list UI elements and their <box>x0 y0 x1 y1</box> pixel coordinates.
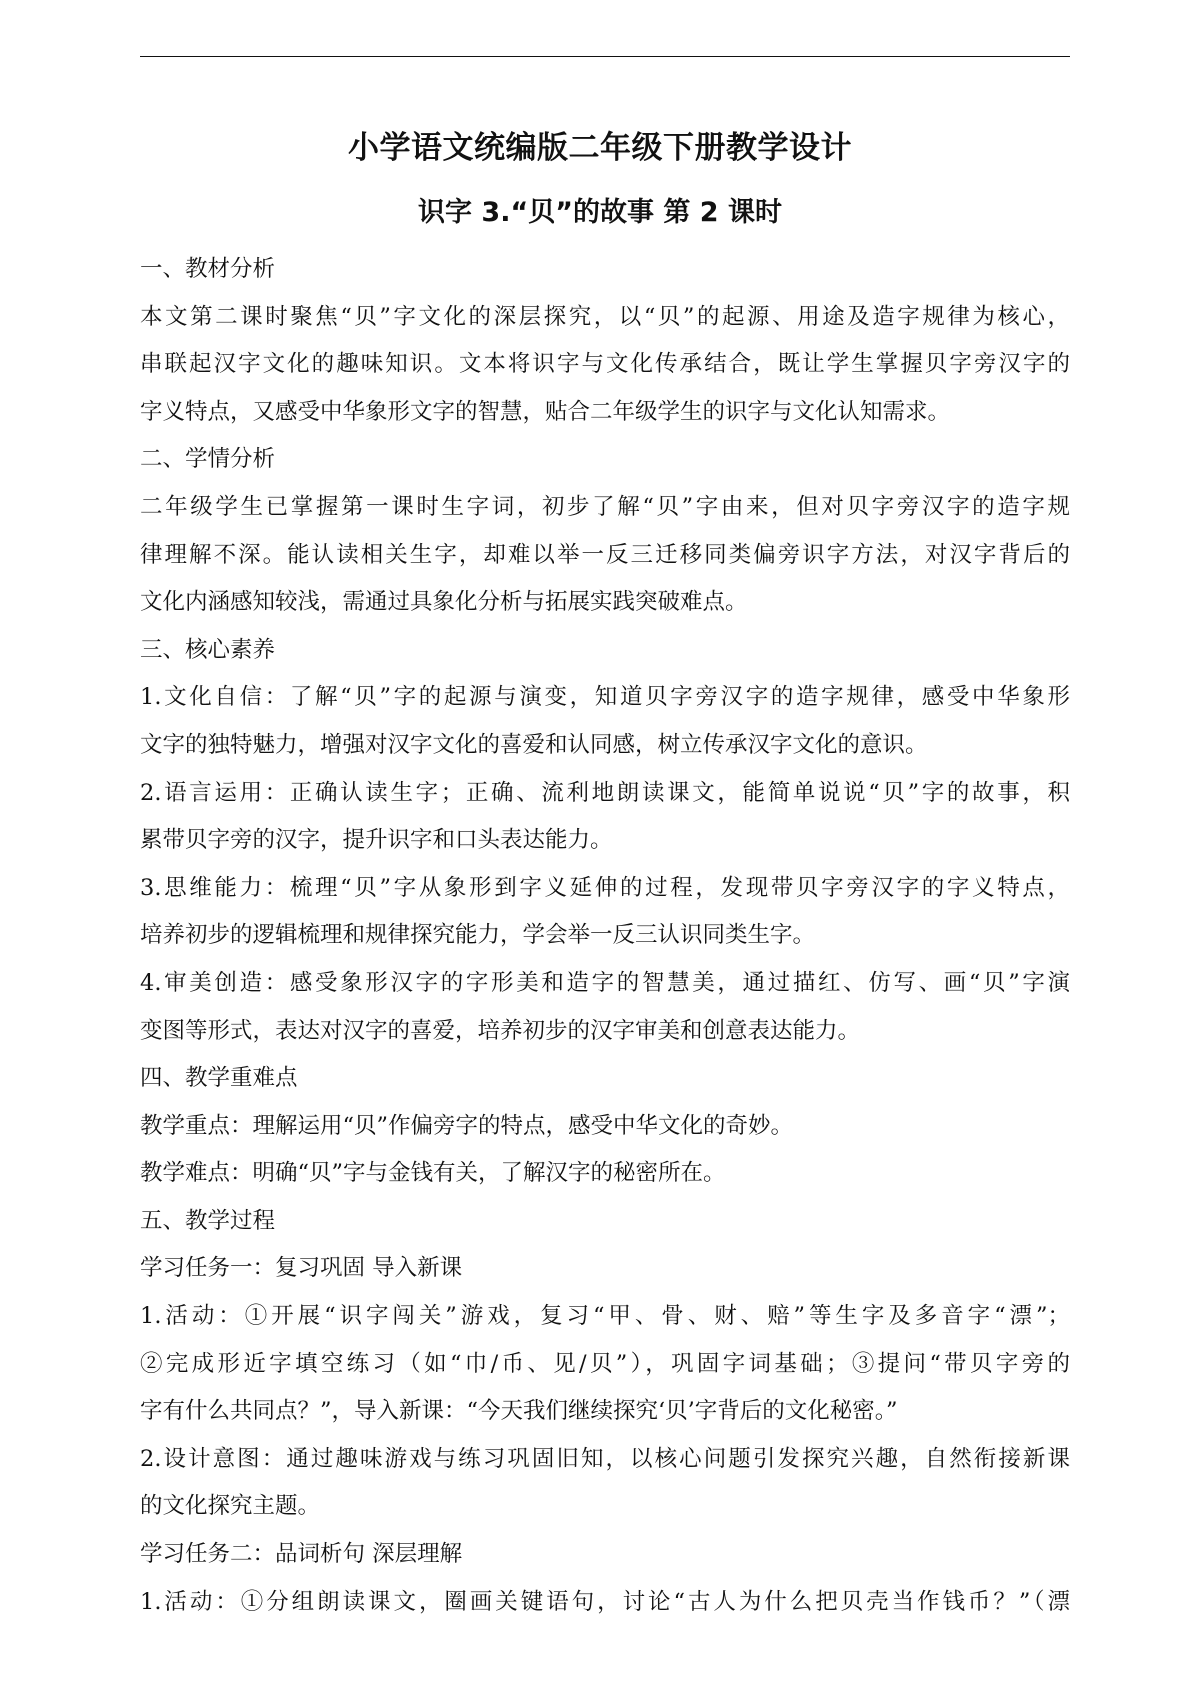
text-line: 4.审美创造：感受象形汉字的字形美和造字的智慧美，通过描红、仿写、画“贝”字演 <box>140 969 1070 996</box>
text-line: 三、核心素养 <box>140 636 276 663</box>
text-line: 字有什么共同点？”，导入新课：“今天我们继续探究‘贝’字背后的文化秘密。” <box>140 1398 898 1425</box>
text-line: 2.语言运用：正确认读生字；正确、流利地朗读课文，能简单说说“贝”字的故事，积 <box>140 779 1070 806</box>
text-line: 文化内涵感知较浅，需通过具象化分析与拓展实践突破难点。 <box>140 589 748 616</box>
text-line: 本文第二课时聚焦“贝”字文化的深层探究，以“贝”的起源、用途及造字规律为核心， <box>140 303 1070 330</box>
text-line: 教学重点：理解运用“贝”作偏旁字的特点，感受中华文化的奇妙。 <box>140 1112 794 1139</box>
text-line: 培养初步的逻辑梳理和规律探究能力，学会举一反三认识同类生字。 <box>140 922 816 949</box>
text-line: 2.设计意图：通过趣味游戏与练习巩固旧知，以核心问题引发探究兴趣，自然衔接新课 <box>140 1445 1070 1472</box>
text-line: 1.活动：①开展“识字闯关”游戏，复习“甲、骨、财、赔”等生字及多音字“漂”； <box>140 1303 1070 1330</box>
text-line: 累带贝字旁的汉字，提升识字和口头表达能力。 <box>140 827 613 854</box>
text-line: 一、教材分析 <box>140 256 276 282</box>
document-title: 小学语文统编版二年级下册教学设计 <box>348 130 852 166</box>
text-line: 五、教学过程 <box>140 1207 276 1234</box>
text-line: 律理解不深。能认读相关生字，却难以举一反三迁移同类偏旁识字方法，对汉字背后的 <box>140 541 1070 568</box>
text-line: 1.活动：①分组朗读课文，圈画关键语句，讨论“古人为什么把贝壳当作钱币？”（漂 <box>140 1588 1070 1615</box>
text-line: 3.思维能力：梳理“贝”字从象形到字义延伸的过程，发现带贝字旁汉字的字义特点， <box>140 874 1070 901</box>
text-line: ②完成形近字填空练习（如“巾/币、见/贝”），巩固字词基础；③提问“带贝字旁的 <box>140 1350 1070 1377</box>
text-line: 1.文化自信：了解“贝”字的起源与演变，知道贝字旁汉字的造字规律，感受中华象形 <box>140 684 1070 711</box>
text-line: 文字的独特魅力，增强对汉字文化的喜爱和认同感，树立传承汉字文化的意识。 <box>140 731 928 758</box>
text-line: 学习任务一：复习巩固 导入新课 <box>140 1255 463 1282</box>
text-line: 二年级学生已掌握第一课时生字词，初步了解“贝”字由来，但对贝字旁汉字的造字规 <box>140 493 1070 520</box>
text-line: 串联起汉字文化的趣味知识。文本将识字与文化传承结合，既让学生掌握贝字旁汉字的 <box>140 351 1070 378</box>
text-line: 的文化探究主题。 <box>140 1493 321 1520</box>
text-line: 字义特点，又感受中华象形文字的智慧，贴合二年级学生的识字与文化认知需求。 <box>140 398 951 425</box>
text-line: 学习任务二：品词析句 深层理解 <box>140 1541 463 1568</box>
document-body <box>140 246 1070 1626</box>
text-line: 二、学情分析 <box>140 446 276 473</box>
document-subtitle: 识字 3.“贝”的故事 第 2 课时 <box>418 197 782 228</box>
header-rule <box>140 56 1070 57</box>
text-line: 变图等形式，表达对汉字的喜爱，培养初步的汉字审美和创意表达能力。 <box>140 1017 861 1044</box>
text-line: 教学难点：明确“贝”字与金钱有关，了解汉字的秘密所在。 <box>140 1160 726 1187</box>
text-line: 四、教学重难点 <box>140 1065 298 1092</box>
